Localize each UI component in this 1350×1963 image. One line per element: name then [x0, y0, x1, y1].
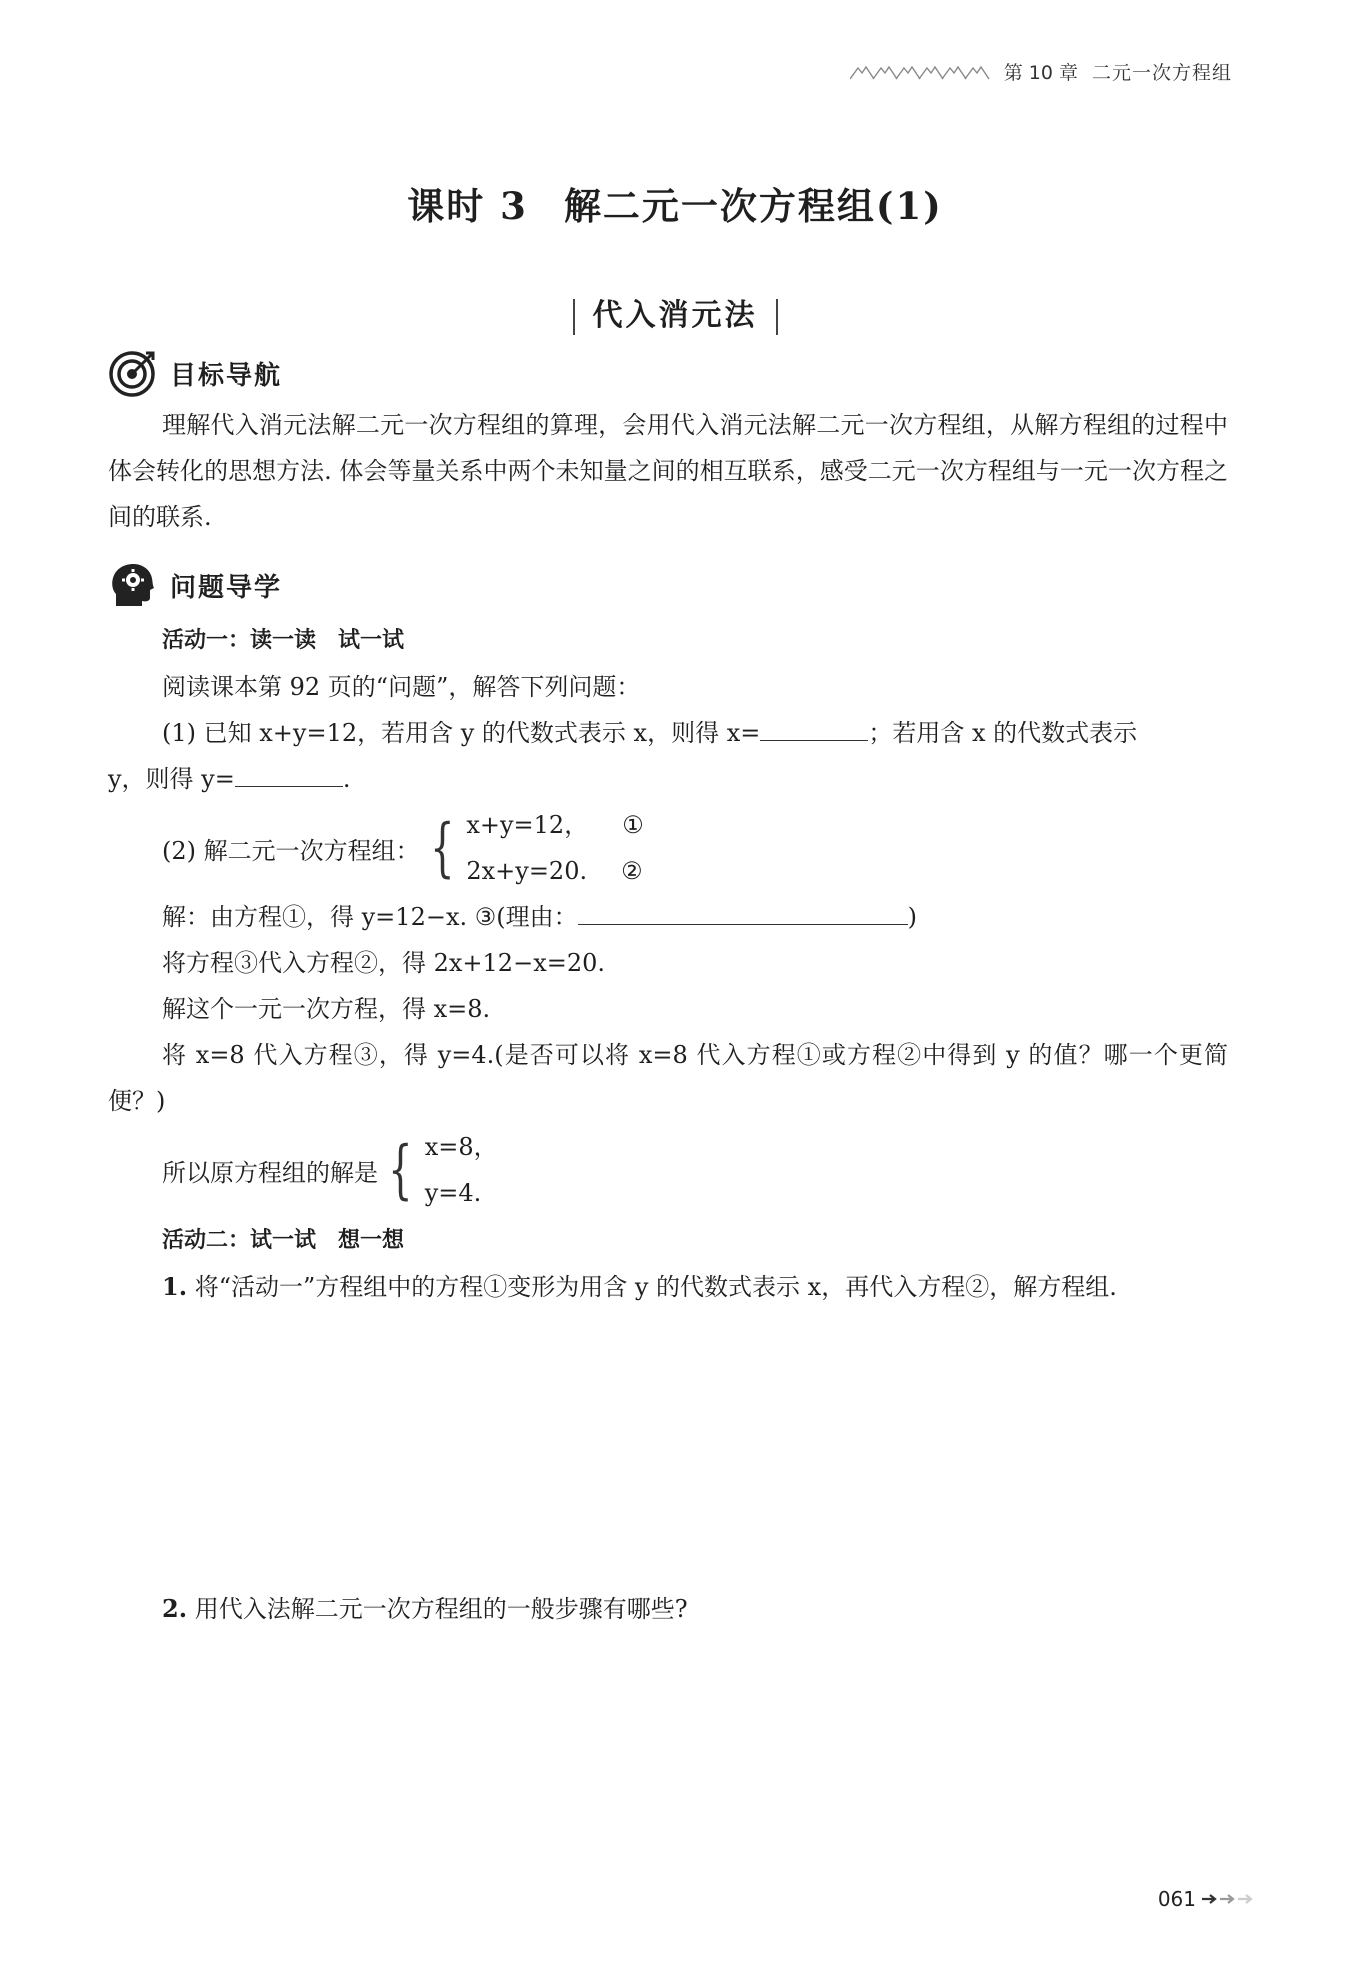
question1-text-b: ；若用含 x 的代数式表示 [868, 719, 1138, 747]
problem-guide-heading [108, 560, 282, 610]
question-number: 1. [162, 1272, 188, 1301]
chapter-number: 第 10 章 [1003, 62, 1078, 84]
activity2-question1-text: 将“活动一”方程组中的方程①变形为用含 y 的代数式表示 x，再代入方程②，解方程组. [194, 1273, 1117, 1301]
solution-step2: 将方程③代入方程②，得 2x+12−x=20. [162, 949, 606, 977]
arrow-right-icon [1202, 1892, 1254, 1906]
equation-1-number: ① [622, 811, 644, 839]
chapter-title: 二元一次方程组 [1091, 62, 1232, 84]
question1-text-d: . [342, 765, 351, 793]
question2-label: (2) 解二元一次方程组： [162, 836, 420, 865]
target-nav-title: 目标导航 [170, 360, 283, 391]
equation-2 [466, 848, 643, 894]
activity2-title: 活动二：试一试 想一想 [162, 1228, 405, 1253]
equation-1-text: x+y=12， [466, 811, 589, 839]
question-number: 2. [162, 1594, 188, 1623]
equation-list [466, 802, 643, 894]
question1-text-a: (1) 已知 x+y=12，若用含 y 的代数式表示 x，则得 x= [162, 719, 761, 747]
mountain-decoration-icon [850, 63, 990, 81]
lesson-number: 课时 3 [407, 184, 528, 228]
solution-step4: 将 x=8 代入方程③，得 y=4.(是否可以将 x=8 代入方程①或方程②中得到 y 的值？哪一个更简便？) [108, 1041, 1228, 1115]
target-nav-text: 理解代入消元法解二元一次方程组的算理，会用代入消元法解二元一次方程组，从解方程组的过程中体会转化的思想方法. 体会等量关系中两个未知量之间的相互联系，感受二元一次方程组与一元一次方程之间的联系. [108, 411, 1228, 531]
lesson-title [0, 176, 1350, 230]
subtitle-text: 代入消元法 [592, 298, 758, 333]
page-number: 061 [1157, 1887, 1196, 1911]
lesson-name: 解二元一次方程组(1) [563, 184, 943, 228]
question2-system [162, 802, 644, 894]
question1-text-c: y，则得 y= [108, 765, 235, 793]
activity2-question2 [162, 1586, 688, 1632]
activity2-question1 [108, 1264, 1228, 1310]
activity2-question2-text: 用代入法解二元一次方程组的一般步骤有哪些? [194, 1595, 688, 1623]
answer-equations [425, 1124, 498, 1216]
answer-label: 所以原方程组的解是 [162, 1158, 378, 1187]
target-icon [108, 348, 158, 398]
equation-2-number: ② [621, 857, 643, 885]
brace-symbol: { [429, 811, 455, 885]
target-nav-heading [108, 348, 282, 398]
reason-blank[interactable] [578, 896, 908, 925]
question1-line2 [108, 756, 351, 802]
solution-step3: 解这个一元一次方程，得 x=8. [162, 995, 491, 1023]
page-footer [1158, 1887, 1254, 1911]
solution-step1 [162, 894, 917, 940]
page-header [850, 58, 1232, 85]
divider [776, 299, 778, 335]
activity1-title: 活动一：读一读 试一试 [162, 628, 405, 653]
activity1-intro: 阅读课本第 92 页的“问题”，解答下列问题： [162, 673, 641, 701]
question1-line1 [162, 710, 1137, 756]
section-subtitle [0, 290, 1350, 335]
divider [573, 299, 575, 335]
head-gear-icon [108, 560, 158, 610]
equation-1 [466, 802, 643, 848]
solution-answer [162, 1124, 498, 1216]
answer-x: x=8， [424, 1133, 498, 1161]
equation-2-text: 2x+y=20. [466, 857, 588, 885]
answer-blank-y[interactable] [235, 758, 343, 787]
problem-guide-title: 问题导学 [170, 572, 283, 603]
solution-step1-close: ) [907, 903, 917, 931]
answer-y: y=4. [424, 1179, 482, 1207]
brace-symbol: { [388, 1133, 413, 1207]
answer-blank-x[interactable] [760, 712, 868, 741]
solution-step1-text: 解：由方程①，得 y=12−x. ③(理由： [162, 903, 578, 931]
